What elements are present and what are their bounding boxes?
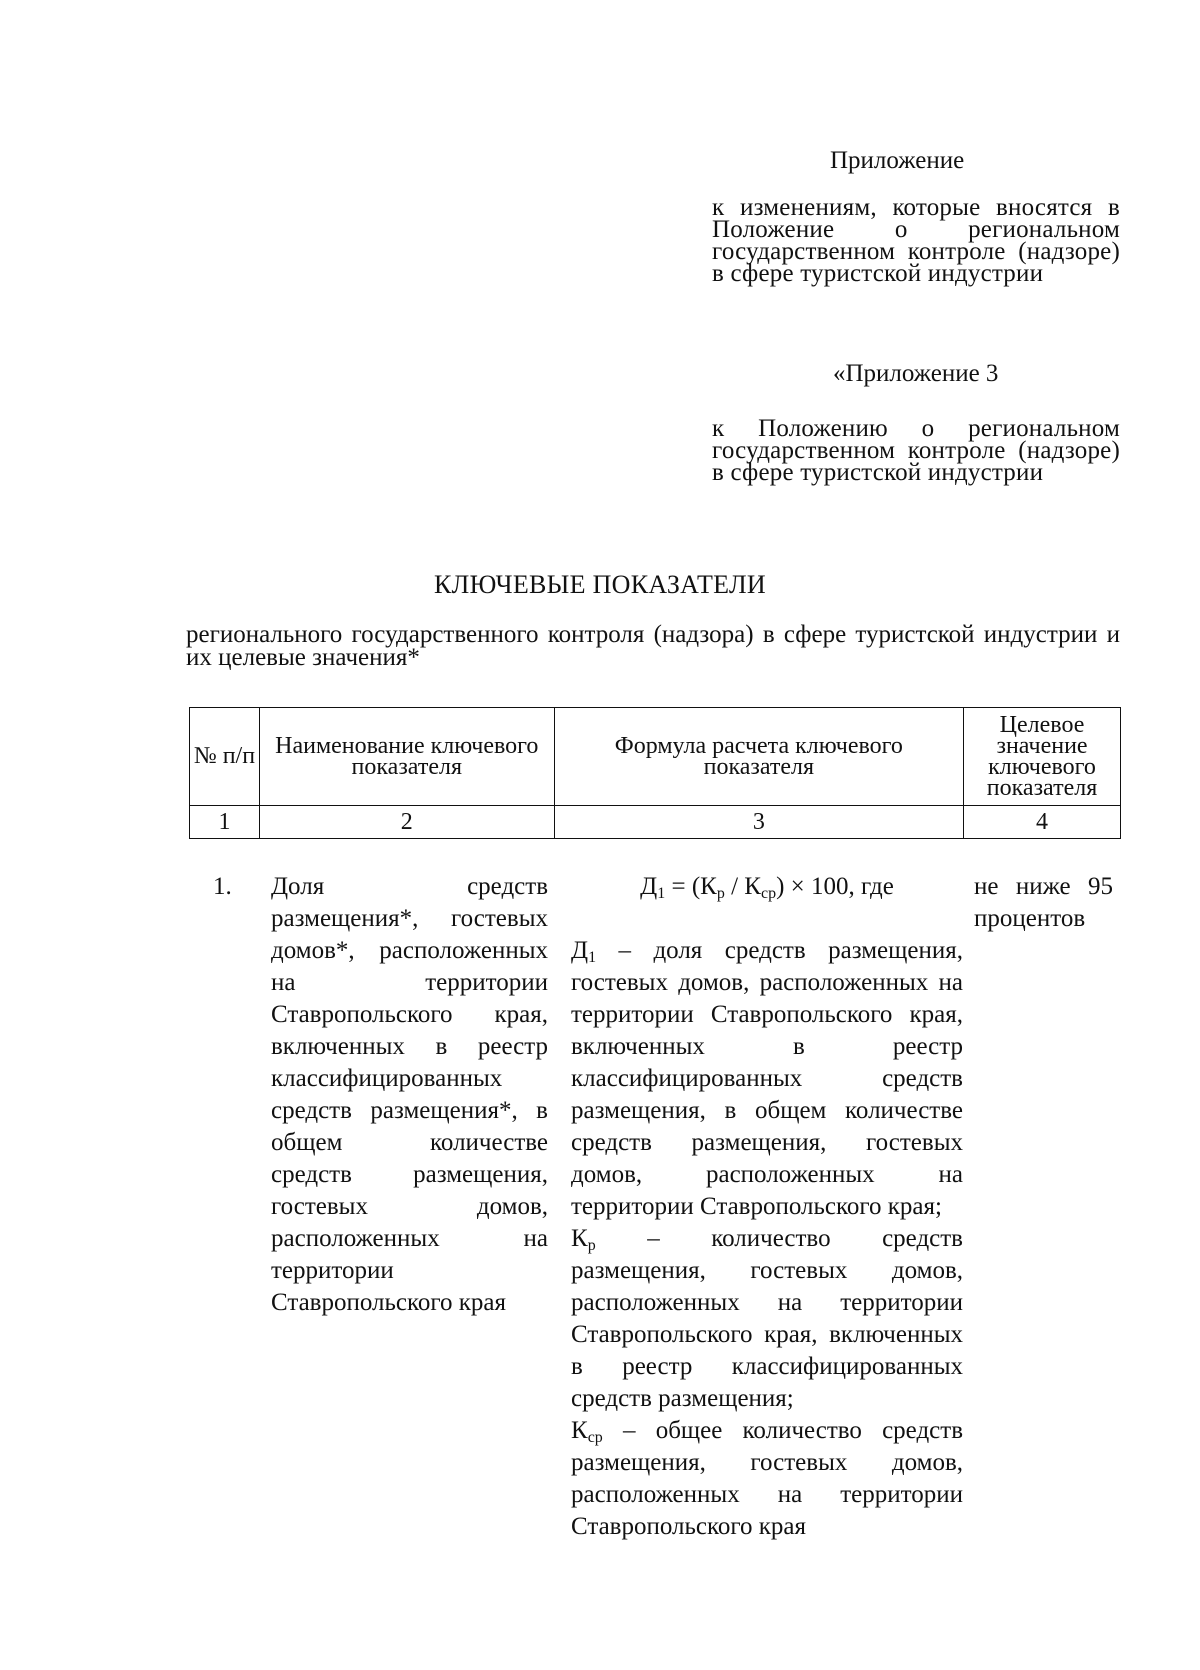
definition-subscript: ср — [587, 1429, 603, 1446]
indicator-formula — [573, 871, 961, 903]
definition-text: – количество средств размещения, гостевых домов, расположенных на территории Ставропольского края, включенных в реестр классифицированных средств размещения; — [571, 1225, 963, 1412]
header-target: Целевое значение ключевого показателя — [964, 708, 1121, 806]
annex3-text: к Положению о региональном государственном контроле (надзоре) в сфере туристской индустрии — [712, 415, 1120, 486]
formula-definitions — [571, 935, 963, 1543]
annex-text: к изменениям, которые вносятся в Положение о региональном государственном контроле (надзоре) в сфере туристской индустрии — [712, 194, 1120, 287]
definition-symbol: Д — [571, 937, 589, 964]
table-column-numbers-row — [190, 806, 1121, 839]
definition-kp — [571, 1223, 963, 1415]
definition-text: – доля средств размещения, гостевых домов, расположенных на территории Ставропольского края, включенных в реестр классифицированных средств размещения, в общем количестве средств размещения, гостевых домов, расположенных на территории Ставропольского края; — [571, 937, 963, 1220]
formula-eq: = (К — [665, 873, 717, 900]
definition-subscript: р — [587, 1237, 596, 1254]
header-formula: Формула расчета ключевого показателя — [554, 708, 963, 806]
formula-d-sub: 1 — [657, 885, 666, 902]
definition-symbol: К — [571, 1417, 588, 1444]
row-number: 1. — [213, 873, 232, 900]
definition-symbol: К — [571, 1225, 588, 1252]
indicator-target-value: не ниже 95 процентов — [974, 873, 1113, 932]
header-name: Наименование ключевого показателя — [259, 708, 554, 806]
column-number-3: 3 — [554, 806, 963, 839]
formula-d: Д — [640, 873, 658, 900]
table-header-row — [190, 708, 1121, 806]
definition-subscript: 1 — [588, 949, 597, 966]
indicators-table-header — [189, 707, 1121, 839]
formula-div: / К — [724, 873, 761, 900]
definition-ksr — [571, 1415, 963, 1543]
annex3-title: «Приложение 3 — [833, 360, 999, 387]
definition-d1 — [571, 935, 963, 1223]
indicator-name: Доля средств размещения*, гостевых домов*, расположенных на территории Ставропольского края, включенных в реестр классифицированных средств размещения*, в общем количестве средств размещения, гостевых домов, расположенных на территории Ставропольского края — [271, 873, 548, 1316]
definition-text: – общее количество средств размещения, гостевых домов, расположенных на территории Ставропольского края — [571, 1417, 963, 1540]
column-number-4: 4 — [964, 806, 1121, 839]
document-title: КЛЮЧЕВЫЕ ПОКАЗАТЕЛИ — [434, 570, 766, 599]
formula-kp-sub: р — [716, 885, 725, 902]
annex-title: Приложение — [830, 147, 965, 174]
formula-tail: ) × 100, где — [776, 873, 894, 900]
column-number-1: 1 — [190, 806, 260, 839]
header-number: № п/п — [190, 708, 260, 806]
document-subtitle: регионального государственного контроля (надзора) в сфере туристской индустрии и их целевые значения* — [186, 621, 1120, 671]
column-number-2: 2 — [259, 806, 554, 839]
formula-ksr-sub: ср — [760, 885, 777, 902]
